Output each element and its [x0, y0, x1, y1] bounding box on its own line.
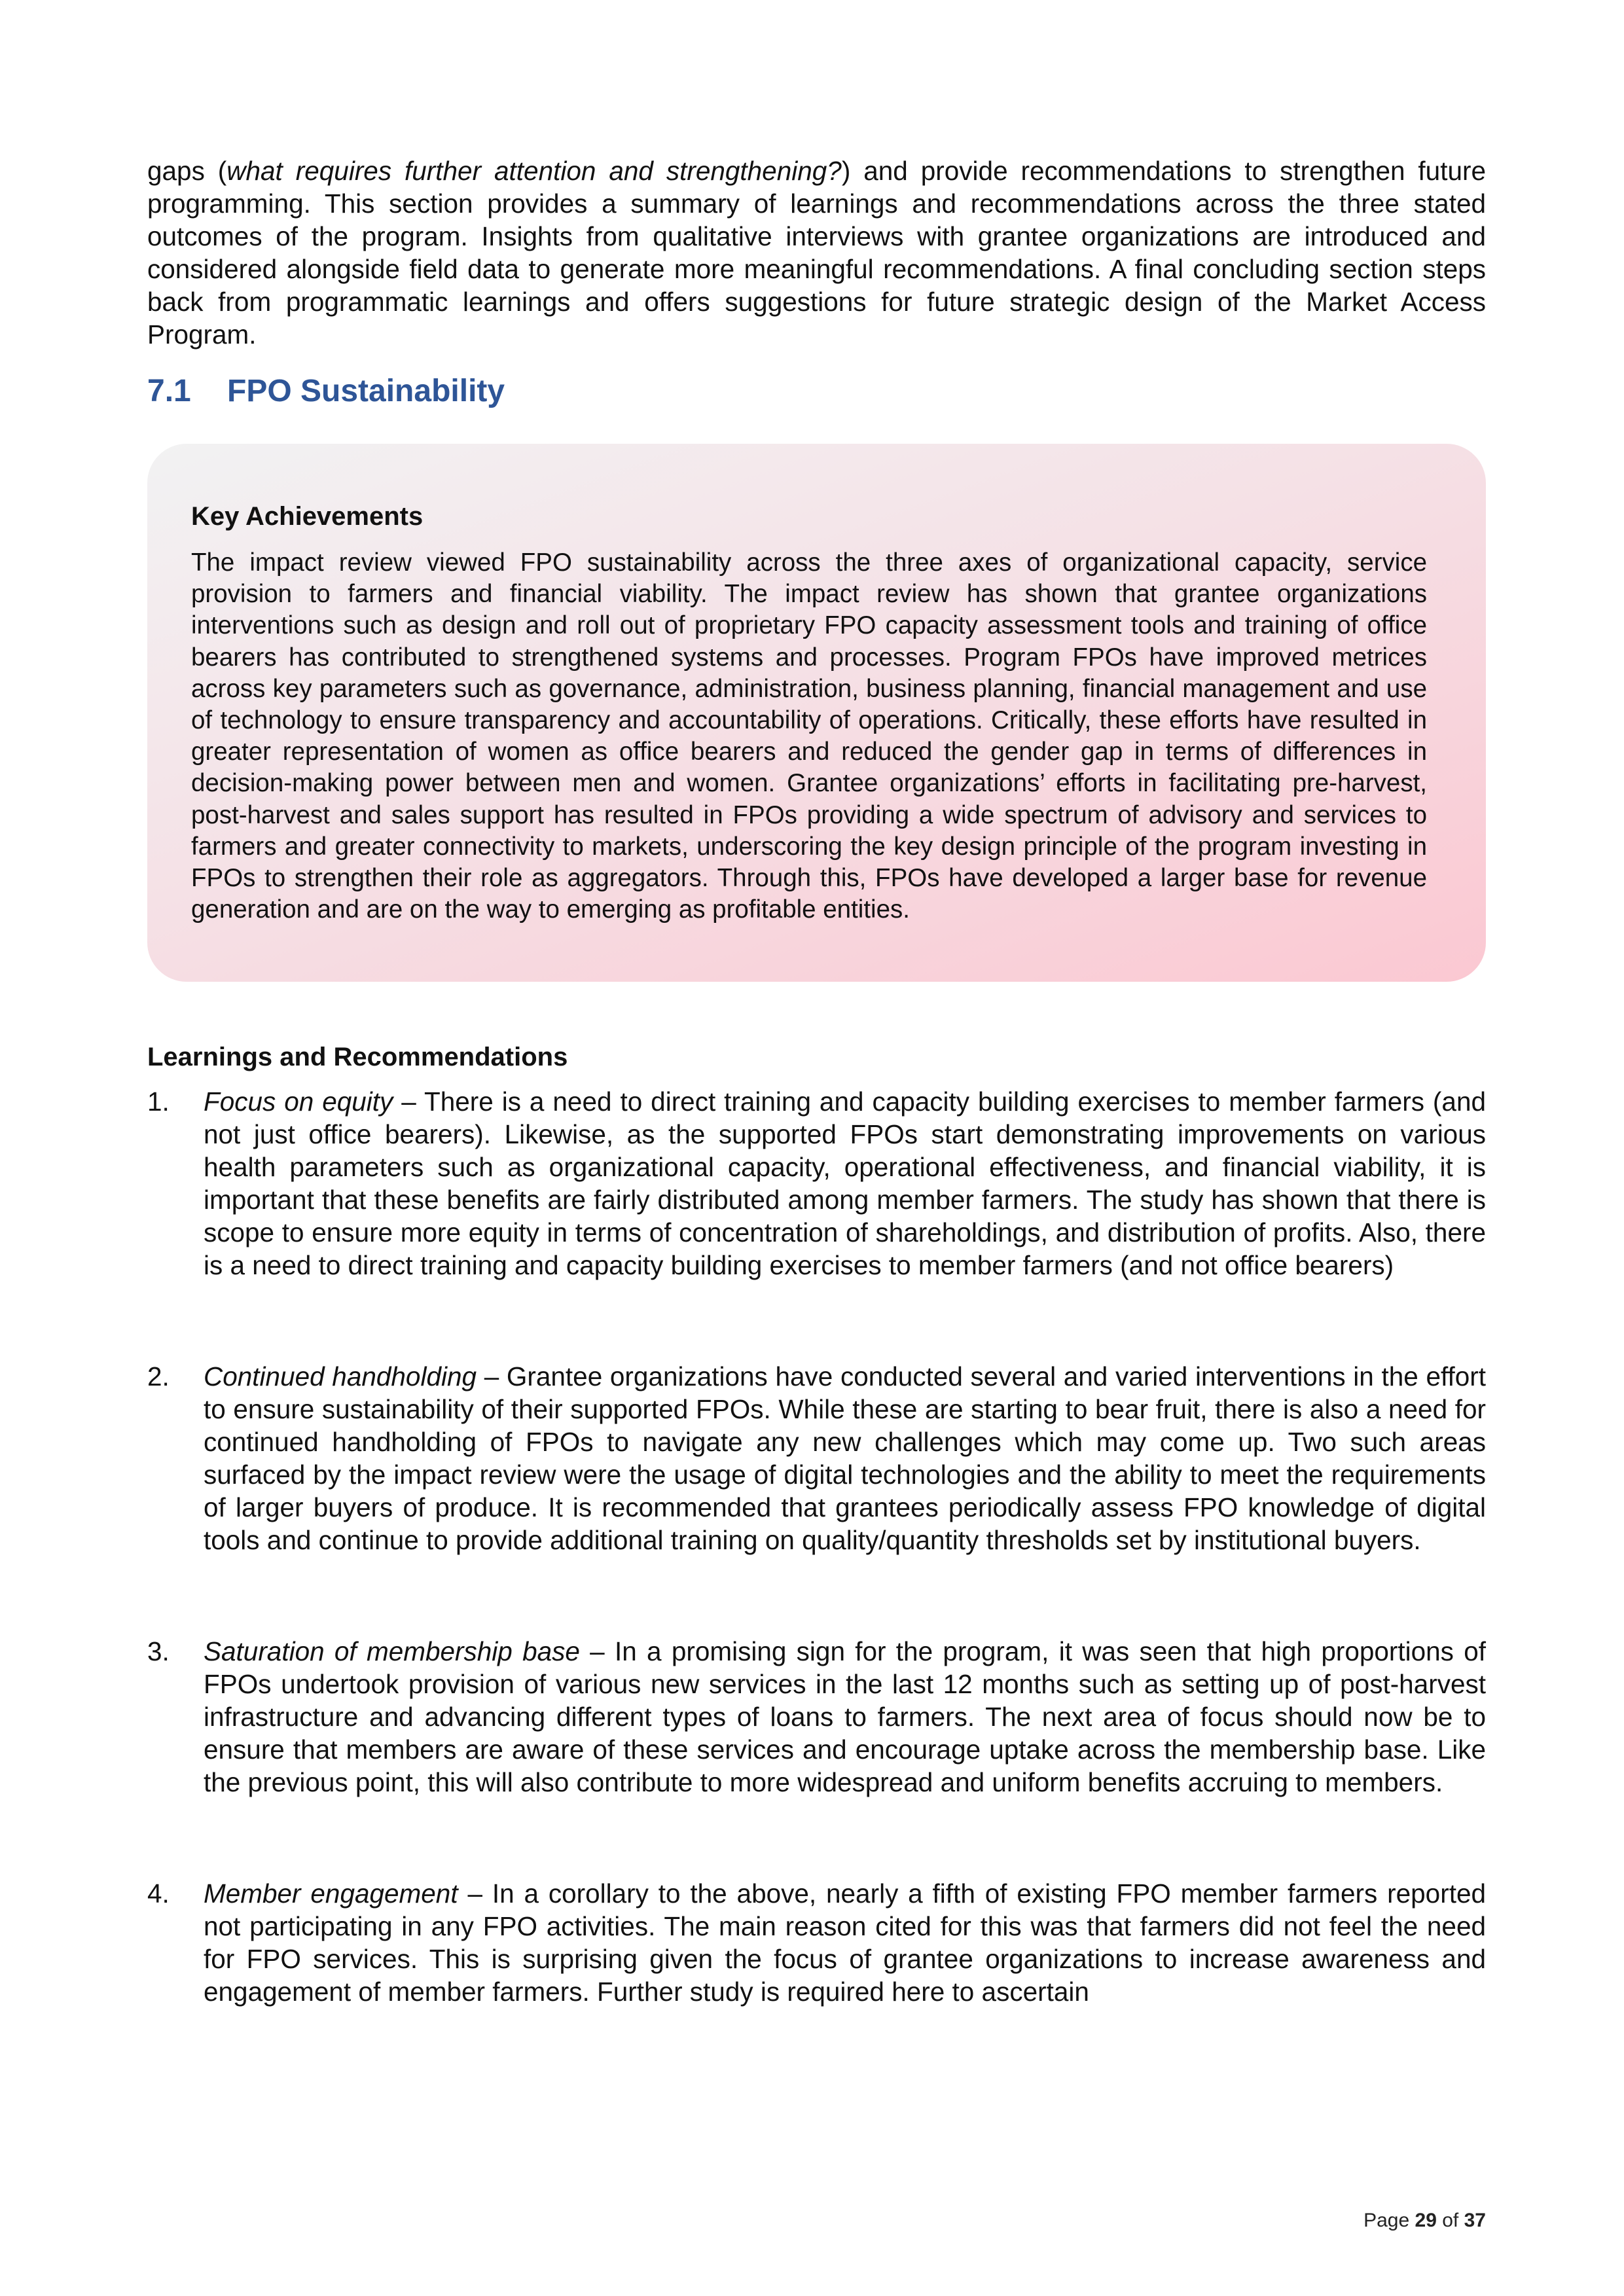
list-item-number: 4.: [147, 1878, 170, 1909]
footer-total-pages: 37: [1464, 2210, 1486, 2231]
key-achievements-text: The impact review viewed FPO sustainability across the three axes of organizational capacity, service provision to farmers and financial viability. The impact review has shown that grantee organizations interventions such as design and roll out of proprietary FPO capacity assessment tools and training of office bearers has contributed to strengthened systems and processes. Program FPOs have improved metrices across key parameters such as governance, administration, business planning, financial management and use of technology to ensure transparency and accountability of operations. Critically, these efforts have resulted in greater representation of women as office bearers and reduced the gender gap in terms of differences in decision-making power between men and women. Grantee organizations’ efforts in facilitating pre-harvest, post-harvest and sales support has resulted in FPOs providing a wide spectrum of advisory and services to farmers and greater connectivity to markets, underscoring the key design principle of the program investing in FPOs to strengthen their role as aggregators. Through this, FPOs have developed a larger base for revenue generation and are on the way to emerging as profitable entities.: [191, 548, 1427, 924]
list-item-title: Saturation of membership base: [204, 1636, 580, 1667]
footer-current-page: 29: [1415, 2210, 1437, 2231]
footer-page-word: Page: [1363, 2210, 1410, 2231]
learnings-heading: Learnings and Recommendations: [147, 1043, 568, 1072]
recommendations-list: [147, 1085, 1486, 2008]
intro-italic-question: what requires further attention and strengthening?: [226, 156, 842, 186]
footer-of-word: of: [1442, 2210, 1459, 2231]
page-number-footer: [1363, 2210, 1486, 2232]
intro-paragraph: [147, 154, 1486, 351]
key-achievements-box: [147, 444, 1486, 982]
list-item-text: – Grantee organizations have conducted several and varied interventions in the effort to ensure sustainability of their supported FPOs. While these are starting to bear fruit, there is also a need for continued handholding of FPOs to navigate any new challenges which may come up. Two such areas surfaced by the impact review were the usage of digital technologies and the ability to meet the requirements of larger buyers of produce. It is recommended that grantees periodically assess FPO knowledge of digital tools and continue to provide additional training on quality/quantity thresholds set by institutional buyers.: [204, 1361, 1486, 1556]
list-item-number: 1.: [147, 1086, 170, 1117]
list-item: [147, 1360, 1486, 1556]
list-item: [147, 1877, 1486, 2008]
list-item-title: Continued handholding: [204, 1361, 477, 1392]
list-item-text: – In a corollary to the above, nearly a fifth of existing FPO member farmers reported not participating in any FPO activities. The main reason cited for this was that farmers did not feel the need for FPO services. This is surprising given the focus of grantee organizations to increase awareness and engagement of member farmers. Further study is required here to ascertain: [204, 1878, 1486, 2007]
list-item-title: Focus on equity: [204, 1086, 393, 1117]
page-content: [147, 154, 1486, 2008]
list-item-title: Member engagement: [204, 1878, 458, 1909]
intro-text-start: gaps (: [147, 156, 227, 186]
list-item: [147, 1635, 1486, 1799]
section-number: 7.1: [147, 374, 191, 408]
section-title: FPO Sustainability: [227, 374, 505, 408]
list-item: [147, 1085, 1486, 1282]
list-item-number: 2.: [147, 1361, 170, 1392]
list-item-text: – There is a need to direct training and capacity building exercises to member farmers (and not just office bearers). Likewise, as the supported FPOs start demonstrating improvements on various health parameters such as organizational capacity, operational effectiveness, and financial viability, it is important that these benefits are fairly distributed among member farmers. The study has shown that there is scope to ensure more equity in terms of concentration of shareholdings, and distribution of profits. Also, there is a need to direct training and capacity building exercises to member farmers (and not office bearers): [204, 1086, 1486, 1281]
list-item-text: – In a promising sign for the program, it was seen that high proportions of FPOs undertook provision of various new services in the last 12 months such as setting up of post-harvest infrastructure and advancing different types of loans to farmers. The next area of focus should now be to ensure that members are aware of these services and encourage uptake across the membership base. Like the previous point, this will also contribute to more widespread and uniform benefits accruing to members.: [204, 1636, 1486, 1798]
section-heading: [147, 370, 1486, 412]
intro-text-rest: ) and provide recommendations to strengthen future programming. This section provides a summary of learnings and recommendations across the three stated outcomes of the program. Insights from qualitative interviews with grantee organizations are introduced and considered alongside field data to generate more meaningful recommendations. A final concluding section steps back from programmatic learnings and offers suggestions for future strategic design of the Market Access Program.: [147, 156, 1486, 350]
list-item-number: 3.: [147, 1636, 170, 1667]
key-achievements-title: Key Achievements: [191, 502, 424, 531]
